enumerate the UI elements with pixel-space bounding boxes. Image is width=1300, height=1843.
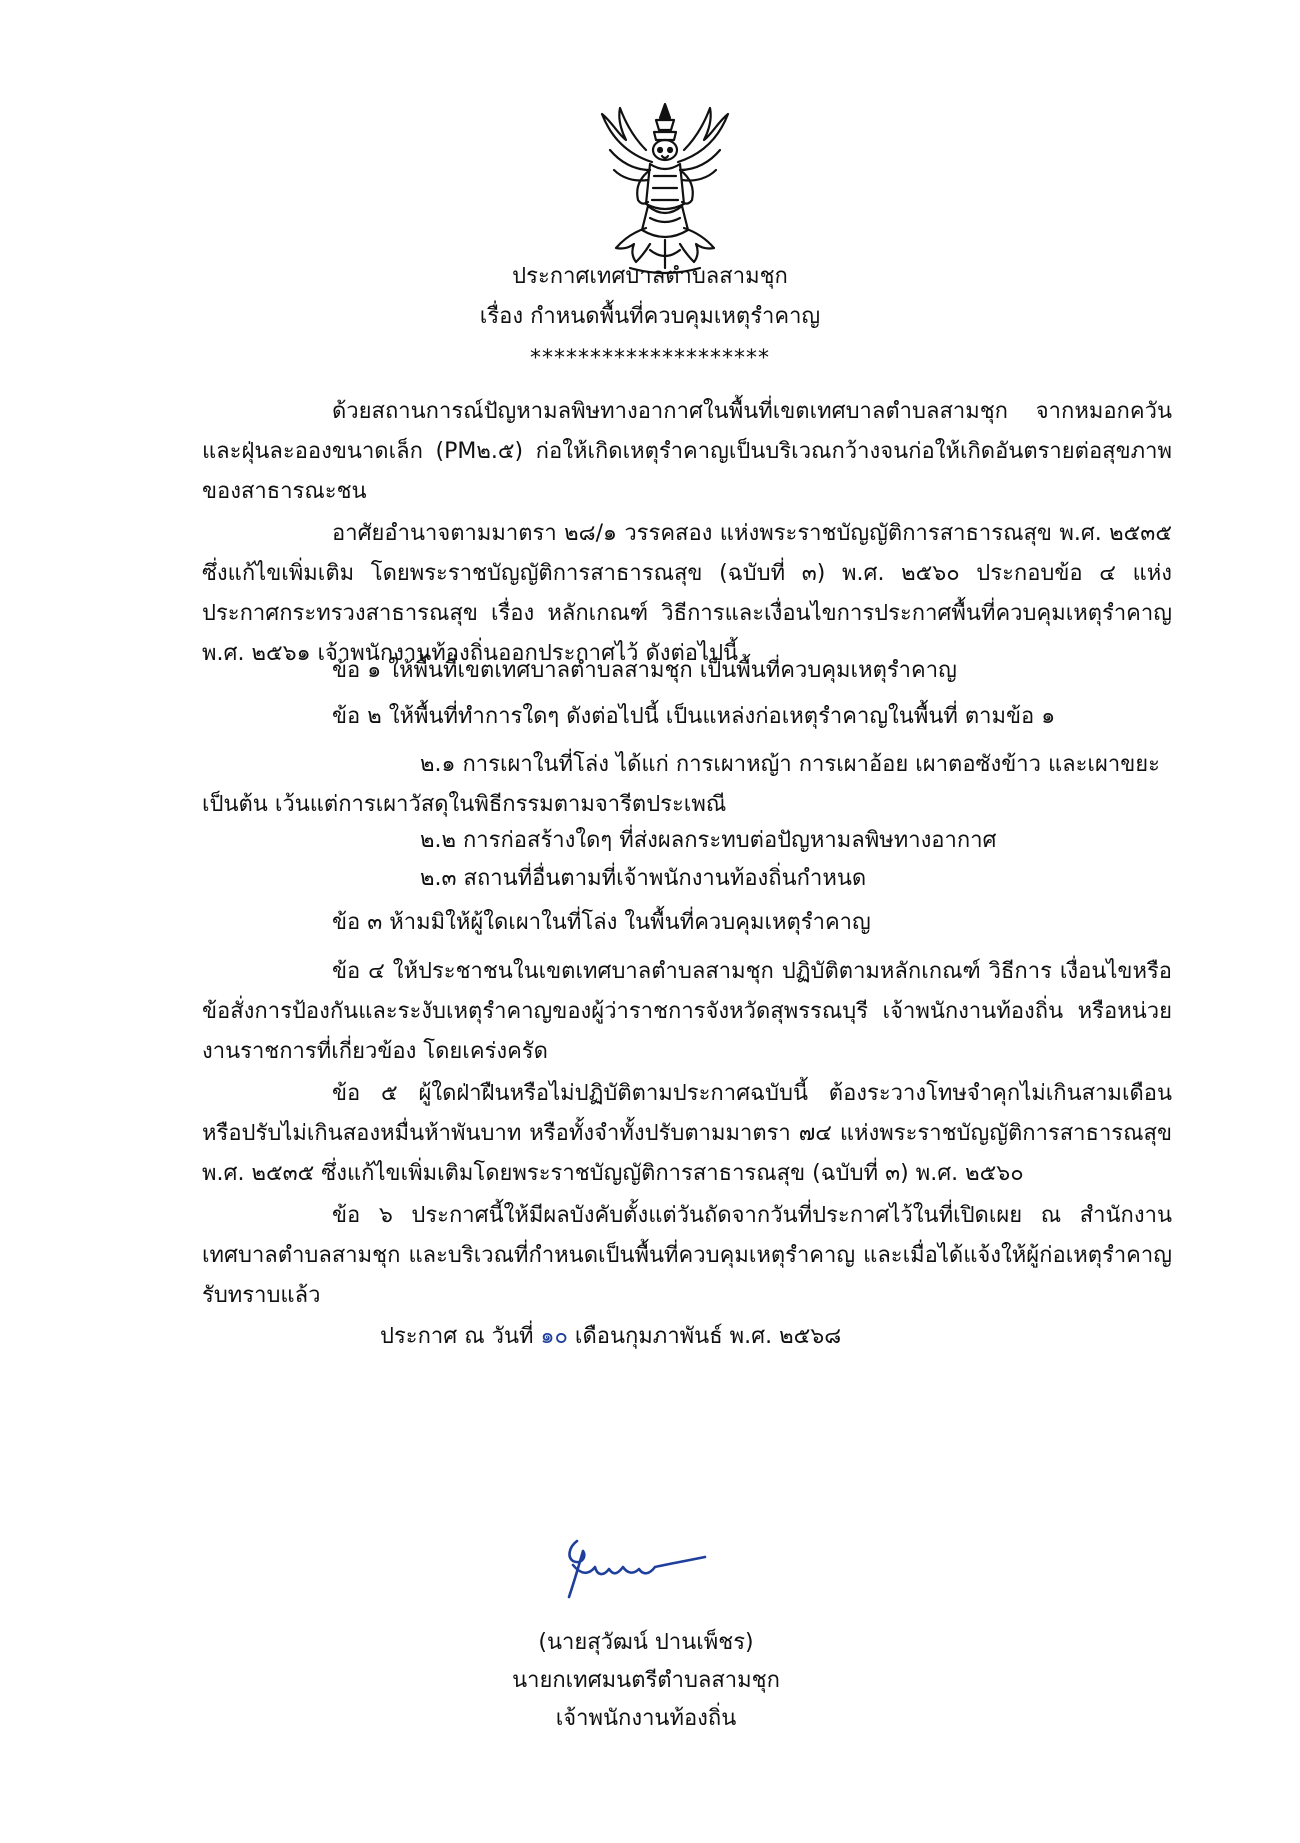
subclause-2-1-continued: เป็นต้น เว้นแต่การเผาวัสดุในพิธีกรรมตามจารีตประเพณี <box>202 792 727 817</box>
subclause-2-2: ๒.๒ การก่อสร้างใดๆ ที่ส่งผลกระทบต่อปัญหามลพิษทางอากาศ <box>420 828 997 853</box>
clause-6 <box>202 1196 1172 1316</box>
clause-5 <box>202 1074 1172 1194</box>
handwritten-signature <box>555 1535 715 1605</box>
paragraph-preamble-text: ด้วยสถานการณ์ปัญหามลพิษทางอากาศในพื้นที่เขตเทศบาลตำบลสามชุก จากหมอกควันและฝุ่นละอองขนาดเล็ก (PM๒.๕) ก่อให้เกิดเหตุรำคาญเป็นบริเวณกว้างจนก่อให้เกิดอันตรายต่อสุขภาพของสาธารณะชน <box>202 399 1172 504</box>
paragraph-authority-text: อาศัยอำนาจตามมาตรา ๒๘/๑ วรรคสอง แห่งพระราชบัญญัติการสาธารณสุข พ.ศ. ๒๕๓๕ ซึ่งแก้ไขเพิ่มเติม โดยพระราชบัญญัติการสาธารณสุข (ฉบับที่ ๓) พ.ศ. ๒๕๖๐ ประกอบข้อ ๔ แห่งประกาศกระทรวงสาธารณสุข เรื่อง หลักเกณฑ์ วิธีการและเงื่อนไขการประกาศพื้นที่ควบคุมเหตุรำคาญ พ.ศ. ๒๕๖๑ เจ้าพนักงานท้องถิ่นออกประกาศไว้ ดังต่อไปนี้ <box>202 521 1172 666</box>
paragraph-preamble <box>202 392 1172 512</box>
signatory-name: (นายสุวัฒน์ ปานเพ็ชร) <box>538 1630 754 1655</box>
subclause-2-1: ๒.๑ การเผาในที่โล่ง ได้แก่ การเผาหญ้า การเผาอ้อย เผาตอซังข้าว และเผาขยะ <box>420 752 1160 777</box>
date-suffix: เดือนกุมภาพันธ์ พ.ศ. ๒๕๖๘ <box>567 1324 842 1349</box>
clause-2: ข้อ ๒ ให้พื้นที่ทำการใดๆ ดังต่อไปนี้ เป็นแหล่งก่อเหตุรำคาญในพื้นที่ ตามข้อ ๑ <box>332 704 1056 729</box>
notice-title: ประกาศเทศบาลตำบลสามชุก <box>512 264 788 289</box>
clause-3: ข้อ ๓ ห้ามมิให้ผู้ใดเผาในที่โล่ง ในพื้นที่ควบคุมเหตุรำคาญ <box>332 910 871 935</box>
paragraph-authority <box>202 514 1172 674</box>
title-separator: ******************** <box>530 346 770 371</box>
subclause-2-3: ๒.๓ สถานที่อื่นตามที่เจ้าพนักงานท้องถิ่นกำหนด <box>420 866 867 891</box>
clause-5-text: ข้อ ๕ ผู้ใดฝ่าฝืนหรือไม่ปฏิบัติตามประกาศฉบับนี้ ต้องระวางโทษจำคุกไม่เกินสามเดือน หรือปรับไม่เกินสองหมื่นห้าพันบาท หรือทั้งจำทั้งปรับตามมาตรา ๗๔ แห่งพระราชบัญญัติการสาธารณสุข พ.ศ. ๒๕๓๕ ซึ่งแก้ไขเพิ่มเติมโดยพระราชบัญญัติการสาธารณสุข (ฉบับที่ ๓) พ.ศ. ๒๕๖๐ <box>202 1081 1172 1186</box>
signatory-role: เจ้าพนักงานท้องถิ่น <box>555 1706 737 1731</box>
signatory-position: นายกเทศมนตรีตำบลสามชุก <box>512 1668 780 1693</box>
date-day-handwritten: ๑๐ <box>540 1324 568 1349</box>
clause-4 <box>202 952 1172 1072</box>
announcement-date <box>380 1322 841 1352</box>
garuda-emblem-icon <box>590 100 740 280</box>
clause-1: ข้อ ๑ ให้พื้นที่เขตเทศบาลตำบลสามชุก เป็นพื้นที่ควบคุมเหตุรำคาญ <box>332 658 957 683</box>
date-prefix: ประกาศ ณ วันที่ <box>380 1324 541 1349</box>
notice-subject: เรื่อง กำหนดพื้นที่ควบคุมเหตุรำคาญ <box>479 304 821 329</box>
clause-6-text: ข้อ ๖ ประกาศนี้ให้มีผลบังคับตั้งแต่วันถัดจากวันที่ประกาศไว้ในที่เปิดเผย ณ สำนักงานเทศบาลตำบลสามชุก และบริเวณที่กำหนดเป็นพื้นที่ควบคุมเหตุรำคาญ และเมื่อได้แจ้งให้ผู้ก่อเหตุรำคาญรับทราบแล้ว <box>202 1203 1172 1308</box>
clause-4-text: ข้อ ๔ ให้ประชาชนในเขตเทศบาลตำบลสามชุก ปฏิบัติตามหลักเกณฑ์ วิธีการ เงื่อนไขหรือข้อสั่งการป้องกันและระงับเหตุรำคาญของผู้ว่าราชการจังหวัดสุพรรณบุรี เจ้าพนักงานท้องถิ่น หรือหน่วยงานราชการที่เกี่ยวข้อง โดยเคร่งครัด <box>202 959 1172 1064</box>
